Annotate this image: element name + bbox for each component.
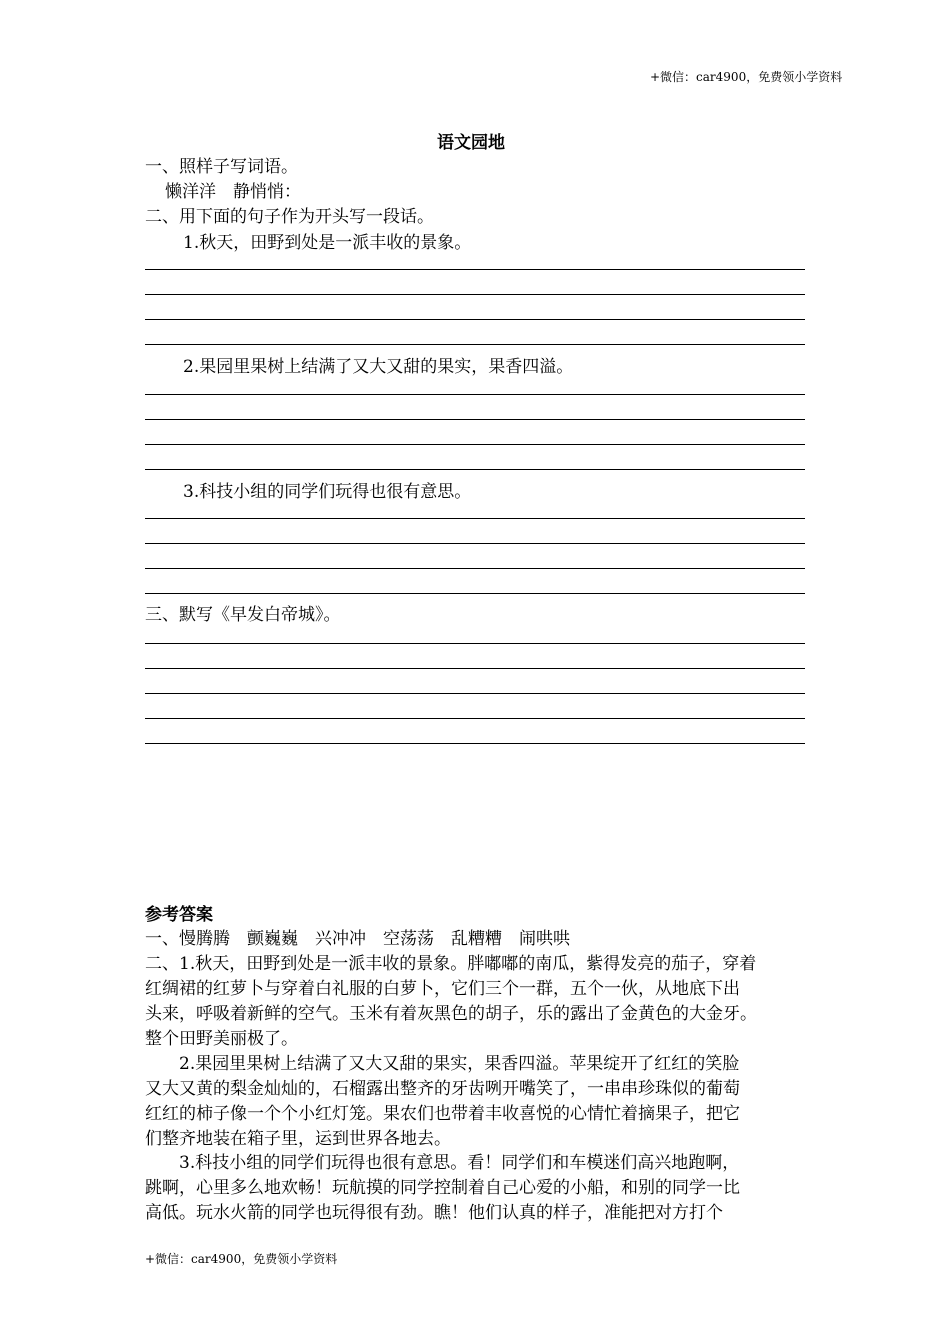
answer-line[interactable] [145, 319, 805, 320]
answer-text-line: 高低。玩水火箭的同学也玩得很有劲。瞧！他们认真的样子，准能把对方打个 [145, 1203, 723, 1223]
section1-example: 懒洋洋 静悄悄： [165, 182, 301, 202]
page-title: 语文园地 [437, 133, 505, 153]
answer-text-line: 二、1.秋天，田野到处是一派丰收的景象。胖嘟嘟的南瓜，紫得发亮的茄子，穿着 [145, 954, 757, 974]
answer-text-line: 红红的柿子像一个个小红灯笼。果农们也带着丰收喜悦的心情忙着摘果子，把它 [145, 1104, 740, 1124]
answer-line[interactable] [145, 269, 805, 270]
prompt-3: 3.科技小组的同学们玩得也很有意思。 [183, 482, 472, 502]
section1-heading: 一、照样子写词语。 [145, 157, 298, 177]
answer-text-line: 整个田野美丽极了。 [145, 1029, 298, 1049]
answer-line[interactable] [145, 294, 805, 295]
answer-line[interactable] [145, 693, 805, 694]
answer-line[interactable] [145, 568, 805, 569]
answer-line[interactable] [145, 444, 805, 445]
answer-line[interactable] [145, 518, 805, 519]
answer-line[interactable] [145, 543, 805, 544]
answer-text-line: 3.科技小组的同学们玩得也很有意思。看！同学们和车模迷们高兴地跑啊， [145, 1153, 740, 1173]
answer-line[interactable] [145, 593, 805, 594]
answer-line[interactable] [145, 668, 805, 669]
answer-text-line: 红绸裙的红萝卜与穿着白礼服的白萝卜，它们三个一群，五个一伙，从地底下出 [145, 979, 740, 999]
answer-line[interactable] [145, 718, 805, 719]
answer-line[interactable] [145, 743, 805, 744]
answer-text-line: 头来，呼吸着新鲜的空气。玉米有着灰黑色的胡子，乐的露出了金黄色的大金牙。 [145, 1004, 757, 1024]
section3-heading: 三、默写《早发白帝城》。 [145, 605, 341, 625]
answer-text-line: 跳啊，心里多么地欢畅！玩航摸的同学控制着自己心爱的小船，和别的同学一比 [145, 1178, 740, 1198]
answer-line[interactable] [145, 394, 805, 395]
answer-text-line: 又大又黄的梨金灿灿的，石榴露出整齐的牙齿咧开嘴笑了，一串串珍珠似的葡萄 [145, 1079, 740, 1099]
header-note: +微信：car4900，免费领小学资料 [650, 70, 843, 84]
answer-line[interactable] [145, 419, 805, 420]
answer-line[interactable] [145, 643, 805, 644]
answers-heading: 参考答案 [145, 905, 213, 925]
answer-line[interactable] [145, 469, 805, 470]
answer-line[interactable] [145, 344, 805, 345]
answer-text-line: 一、慢腾腾 颤巍巍 兴冲冲 空荡荡 乱糟糟 闹哄哄 [145, 929, 570, 949]
section2-heading: 二、用下面的句子作为开头写一段话。 [145, 207, 434, 227]
answer-text-line: 2.果园里果树上结满了又大又甜的果实，果香四溢。苹果绽开了红红的笑脸 [145, 1054, 740, 1074]
prompt-2: 2.果园里果树上结满了又大又甜的果实，果香四溢。 [183, 357, 574, 377]
footer-note: +微信：car4900，免费领小学资料 [145, 1252, 338, 1266]
answer-text-line: 们整齐地装在箱子里，运到世界各地去。 [145, 1129, 451, 1149]
prompt-1: 1.秋天，田野到处是一派丰收的景象。 [183, 233, 472, 253]
